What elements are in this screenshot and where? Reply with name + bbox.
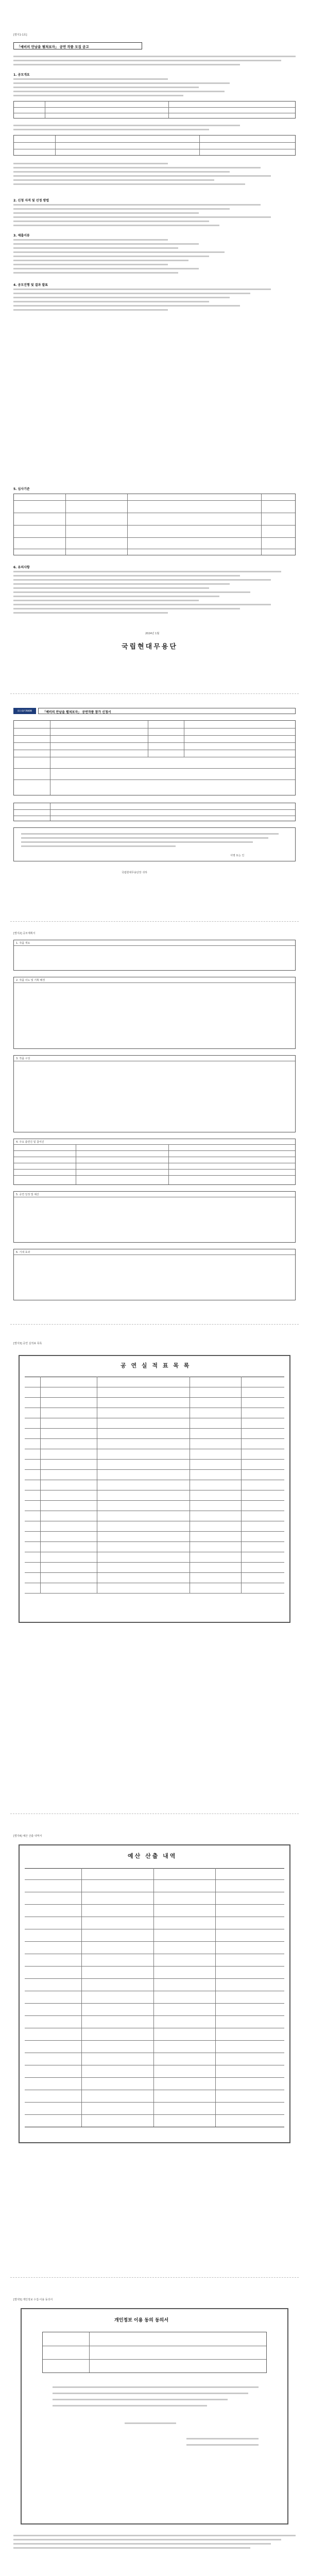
- performance-list-title: 공 연 실 적 표 목 록: [121, 1362, 191, 1369]
- evaluation-table: [13, 494, 296, 555]
- budget-title: 예산 산출 내역: [128, 1853, 177, 1859]
- plan-box-staff: [13, 1139, 296, 1185]
- plan-box-structure: [13, 1055, 296, 1132]
- program-table: [13, 135, 296, 156]
- application-banner: [38, 708, 296, 714]
- logo: [13, 708, 36, 714]
- applicant-info-table: [13, 720, 296, 795]
- notice-date: 2024년 1월: [145, 632, 160, 635]
- form-number: [별지2] 공모계획서: [13, 932, 36, 935]
- plan-box-budget: [13, 1191, 296, 1243]
- section-heading: 4. 공모진행 및 결과 발표: [13, 283, 48, 287]
- performance-list-frame: [19, 1355, 290, 1623]
- application-title: 「예비의 만남을 펼쳐보자」 공연작품 참가 신청서: [43, 710, 111, 714]
- signature-label: 서명 또는 인: [230, 854, 245, 857]
- form-number: [별지3] 공연 실적표 목록: [13, 1342, 42, 1345]
- section-heading: 6. 유의사항: [13, 566, 30, 569]
- budget-frame: [19, 1844, 290, 2143]
- section-heading: 5. 심사기준: [13, 487, 30, 491]
- notice-organization: 국립현대무용단: [122, 643, 178, 651]
- plan-box-label: 6. 기대 효과: [16, 1251, 30, 1254]
- section-heading: 1. 공모개요: [13, 73, 30, 77]
- plan-box-overview: [13, 940, 296, 971]
- plan-box-effect: [13, 1249, 296, 1300]
- schedule-table: [13, 101, 296, 118]
- plan-box-intent: [13, 977, 296, 1049]
- logo-text: 国立現代舞踊團: [18, 709, 32, 712]
- form-number: [별지4] 예산 산출 내역서: [13, 1835, 42, 1838]
- form-footer-organization: 국립현대무용단장 귀하: [122, 871, 147, 874]
- consent-title: 개인정보 이용 동의 동의서: [114, 2318, 169, 2323]
- pledge-box: [13, 827, 296, 861]
- consent-person-table: [42, 2332, 267, 2373]
- plan-box-label: 4. 주요 출연진 및 참여진: [16, 1141, 44, 1144]
- section-heading: 3. 제출서류: [13, 234, 30, 238]
- notice-title-box: [13, 42, 142, 49]
- section-heading: 2. 신청 자격 및 선정 방법: [13, 199, 49, 202]
- form-number: [별지1-1호]: [13, 33, 27, 37]
- notice-title: 「예비의 만남을 펼쳐보자」 공연 작품 모집 공고: [17, 45, 89, 49]
- plan-box-label: 3. 작품 구성: [16, 1057, 30, 1060]
- program-info-table: [13, 803, 296, 821]
- form-number: [별지5] 개인정보 수집·이용 동의서: [13, 2298, 53, 2301]
- plan-box-label: 1. 작품 개요: [16, 942, 30, 945]
- consent-frame: [21, 2308, 288, 2524]
- plan-box-label: 5. 공연 일정 및 예산: [16, 1193, 39, 1196]
- plan-box-label: 2. 작품 의도 및 기획 배경: [16, 979, 45, 982]
